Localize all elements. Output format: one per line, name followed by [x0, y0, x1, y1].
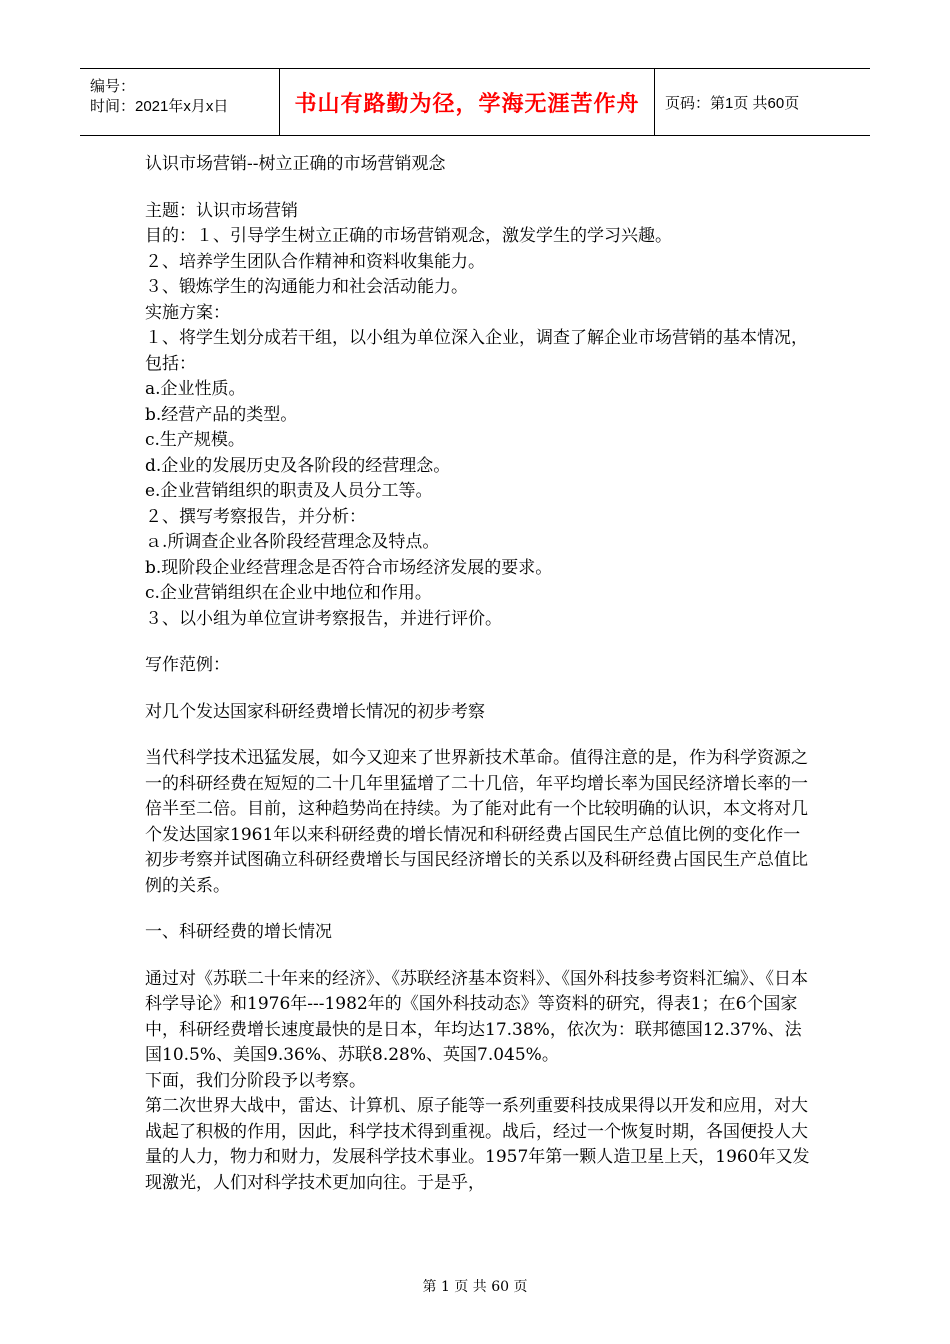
plan-item-1c: c.生产规模。 [145, 430, 245, 450]
plan-item-2c: c.企业营销组织在企业中地位和作用。 [145, 583, 432, 603]
document-number-label: 编号： [90, 78, 136, 95]
purpose-line-3: ３、锻炼学生的沟通能力和社会活动能力。 [145, 277, 468, 297]
plan-item-1e: e.企业营销组织的职责及人员分工等。 [145, 481, 433, 501]
plan-item-1a: a.企业性质。 [145, 379, 246, 399]
plan-item-2: ２、撰写考察报告，并分析： [145, 506, 366, 527]
document-body [145, 152, 810, 1196]
document-title: 认识市场营销--树立正确的市场营销观念 [145, 154, 446, 174]
page-header [80, 68, 870, 136]
document-time-label: 时间：2021年x月x日 [90, 98, 229, 115]
header-motto-cell [280, 69, 655, 135]
theme-line: 主题：认识市场营销 [145, 200, 298, 221]
example-label: 写作范例： [145, 655, 230, 675]
plan-item-2b: b.现阶段企业经营理念是否符合市场经济发展的要求。 [145, 557, 553, 578]
paragraph-sources: 通过对《苏联二十年来的经济》、《苏联经济基本资料》、《国外科技参考资料汇编》、《日本科学导论》和1976年---1982年的《国外科技动态》等资料的研究，得表1；在6个国家中，科研经费增长速度最快的是日本，年均达17.38%，依次为：联邦德国12.37%、法国10.5%、美国9.36%、苏联8.28%、英国7.045%。 [145, 968, 808, 1065]
plan-item-2a: ａ.所调查企业各阶段经营理念及特点。 [145, 532, 440, 552]
paragraph-intro: 当代科学技术迅猛发展，如今又迎来了世界新技术革命。值得注意的是，作为科学资源之一的科研经费在短短的二十几年里猛增了二十几倍，年平均增长率为国民经济增长率的一倍半至二倍。目前，这种趋势尚在持续。为了能对此有一个比较明确的认识，本文将对几个发达国家1961年以来科研经费的增长情况和科研经费占国民生产总值比例的变化作一初步考察并试图确立科研经费增长与国民经济增长的关系以及科研经费占国民生产总值比例的关系。 [145, 748, 808, 896]
plan-item-1b: b.经营产品的类型。 [145, 404, 298, 425]
paragraph-stages: 下面，我们分阶段予以考察。 [145, 1070, 366, 1091]
page-footer: 第 1 页 共 60 页 [422, 1279, 528, 1295]
header-meta-cell [80, 69, 280, 135]
header-page-info: 页码：第1页 共60页 [665, 94, 800, 112]
section-heading: 一、科研经费的增长情况 [145, 922, 332, 942]
plan-item-1: １、将学生划分成若干组，以小组为单位深入企业，调查了解企业市场营销的基本情况，包括： [145, 328, 808, 374]
header-motto: 书山有路勤为径，学海无涯苦作舟 [294, 90, 640, 116]
paragraph-history: 第二次世界大战中，雷达、计算机、原子能等一系列重要科技成果得以开发和应用，对大战起了积极的作用，因此，科学技术得到重视。战后，经过一个恢复时期，各国便投人大量的人力，物力和财力，发展科学技术事业。1957年第一颗人造卫星上天，1960年又发现激光，人们对科学技术更加向往。于是乎， [145, 1096, 810, 1193]
plan-item-3: ３、以小组为单位宣讲考察报告，并进行评价。 [145, 608, 502, 629]
plan-item-1d: d.企业的发展历史及各阶段的经营理念。 [145, 455, 451, 476]
purpose-line-1: 目的：１、引导学生树立正确的市场营销观念，激发学生的学习兴趣。 [145, 226, 672, 246]
example-title: 对几个发达国家科研经费增长情况的初步考察 [145, 701, 485, 722]
plan-label: 实施方案： [145, 302, 230, 323]
purpose-line-2: ２、培养学生团队合作精神和资料收集能力。 [145, 251, 485, 272]
